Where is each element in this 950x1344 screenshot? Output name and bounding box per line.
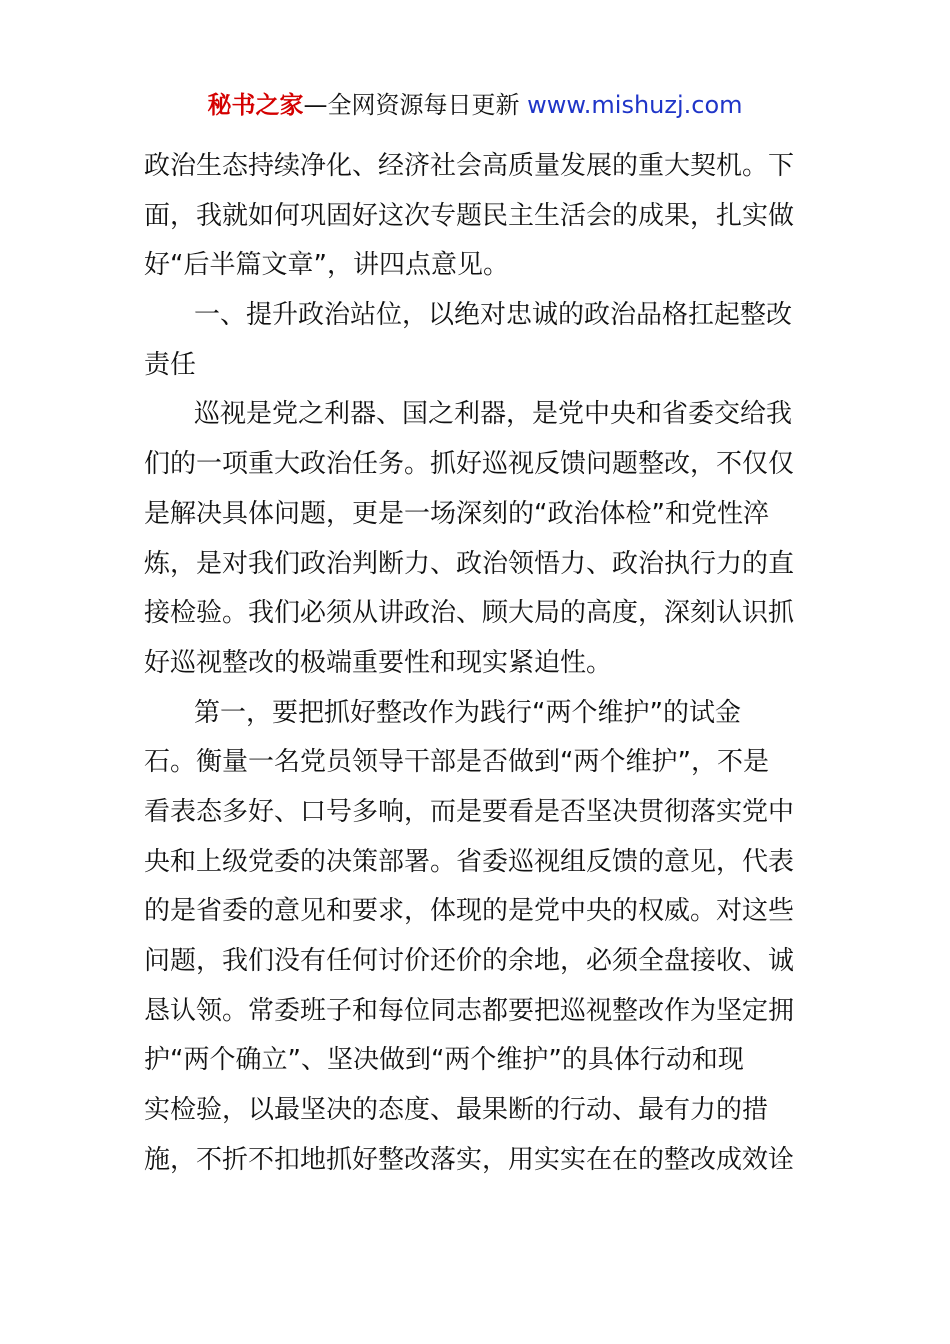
text-line: 好“后半篇文章”，讲四点意见。 (144, 250, 509, 281)
text-line: 恳认领。常委班子和每位同志都要把巡视整改作为坚定拥 (144, 995, 795, 1026)
text-line: 看表态多好、口号多响，而是要看是否坚决贯彻落实党中 (144, 796, 795, 827)
text-line: 第一，要把抓好整改作为践行“两个维护”的试金 (194, 697, 741, 728)
section-heading-line: 责任 (144, 349, 197, 380)
text-line: 的是省委的意见和要求，体现的是党中央的权威。对这些 (144, 896, 795, 927)
document-body (144, 142, 810, 1185)
text-line: 们的一项重大政治任务。抓好巡视反馈问题整改，不仅仅 (144, 449, 795, 480)
text-line: 接检验。我们必须从讲政治、顾大局的高度，深刻认识抓 (144, 598, 795, 629)
section-heading-line: 一、提升政治站位，以绝对忠诚的政治品格扛起整改 (194, 300, 793, 331)
text-line: 炼，是对我们政治判断力、政治领悟力、政治执行力的直 (144, 548, 795, 579)
text-line: 实检验，以最坚决的态度、最果断的行动、最有力的措 (144, 1095, 769, 1126)
text-line: 央和上级党委的决策部署。省委巡视组反馈的意见，代表 (144, 846, 795, 877)
text-line: 巡视是党之利器、国之利器，是党中央和省委交给我 (194, 399, 793, 430)
text-line: 施，不折不扣地抓好整改落实，用实实在在的整改成效诠 (144, 1144, 795, 1175)
text-line: 面，我就如何巩固好这次专题民主生活会的成果，扎实做 (144, 200, 795, 231)
site-brand: 秘书之家 (207, 91, 304, 119)
site-tagline: —全网资源每日更新 (303, 91, 528, 119)
text-line: 好巡视整改的极端重要性和现实紧迫性。 (144, 647, 613, 678)
text-line: 石。衡量一名党员领导干部是否做到“两个维护”，不是 (144, 747, 769, 778)
text-line: 是解决具体问题，更是一场深刻的“政治体检”和党性淬 (144, 498, 769, 529)
site-header (0, 88, 950, 122)
site-url: www.mishuzj.com (527, 91, 743, 119)
text-line: 护“两个确立”、坚决做到“两个维护”的具体行动和现 (144, 1045, 744, 1076)
text-line: 政治生态持续净化、经济社会高质量发展的重大契机。下 (144, 151, 795, 181)
text-line: 问题，我们没有任何讨价还价的余地，必须全盘接收、诚 (144, 946, 795, 976)
